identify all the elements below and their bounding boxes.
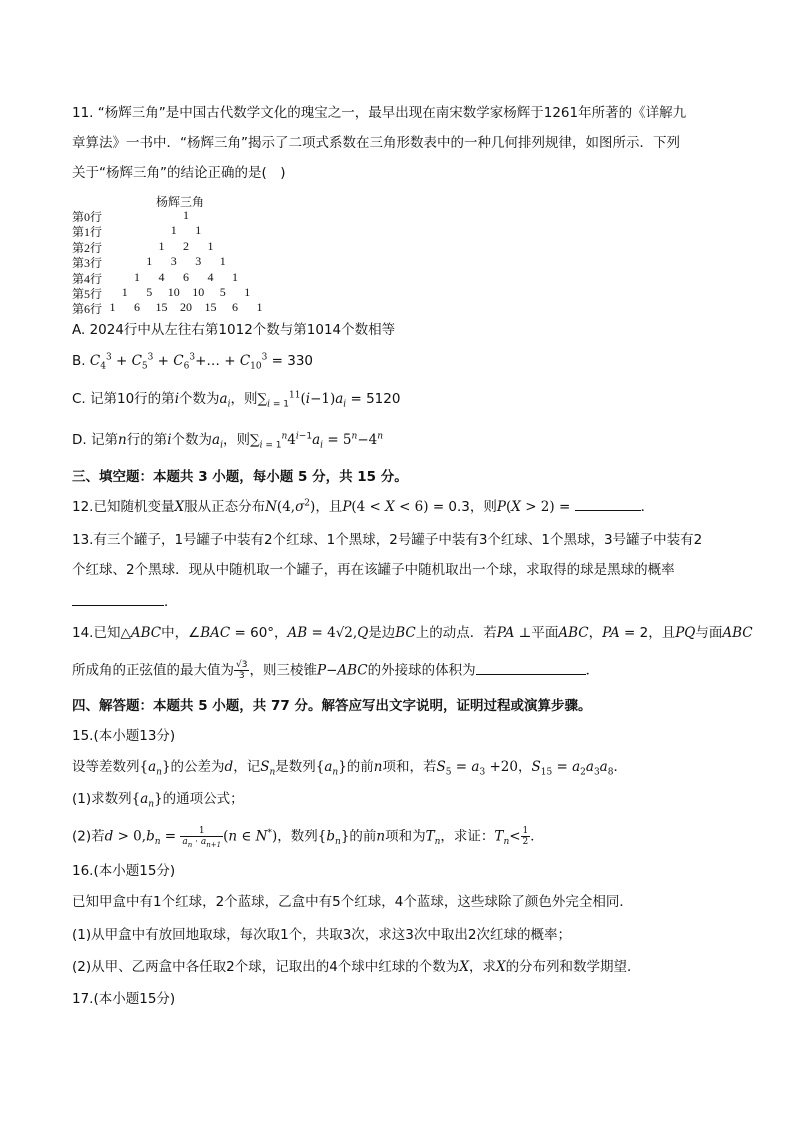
triangle-title: 杨辉三角 — [156, 195, 205, 209]
q15-part-1: (1)求数列$\{a_n\}$的通项公式； — [72, 791, 244, 810]
triangle-row-label-2: 第2行 — [72, 240, 103, 255]
q16-heading: 16.(本小题15分) — [72, 863, 176, 879]
triangle-row-label-0: 第0行 — [72, 210, 103, 224]
triangle-number: 20 — [180, 300, 192, 315]
q15-part-2: (2)若$d > 0,b_n$ = $\frac{1}{a_n \cdot a_{n+1}}$ (n ∈ N*)，数列$\{b_n\}$的前n项和为$T_n$，求证：$T_n<$ $\frac{1}{2}$ ． — [72, 826, 544, 849]
triangle-row-label-1: 第1行 — [72, 225, 103, 240]
half-fraction: $\frac{1}{2}$ — [522, 826, 529, 847]
q11-option-d: D. 记第n行的第i个数为$a_i$，则$\sum_{i = 1}^n4^{i-1}a_i = 5^n-4^n$ — [72, 431, 384, 451]
triangle-number: 1 — [183, 208, 189, 222]
triangle-number: 1 — [146, 254, 153, 269]
triangle-row-label-4: 第4行 — [72, 271, 103, 286]
triangle-number: 1 — [195, 223, 202, 238]
yanghui-triangle-figure — [72, 193, 302, 317]
q11-option-c: C. 记第10行的第i个数为$a_i$，则$\sum_{i = 1}^{11}(i-1)a_i = 5120$ — [72, 390, 401, 410]
q17-heading: 17.(本小题15分) — [72, 991, 176, 1007]
triangle-number: 1 — [244, 285, 251, 299]
triangle-number: 6 — [183, 269, 189, 284]
q13-line-2: 个红球、2个黑球．现从中随机取一个罐子，再在该罐子中随机取出一个球，求取得的球是黑球的概率 — [72, 562, 675, 578]
q15-statement: 设等差数列$\{a_n\}$的公差为d，记$S_n$是数列$\{a_n\}$的前n项和，若$S_5 = a_3 +20$，$S_{15} = a_2a_3a_8$． — [72, 759, 627, 778]
triangle-number: 5 — [219, 285, 226, 299]
triangle-number: 4 — [158, 269, 165, 284]
triangle-row-label-3: 第3行 — [72, 256, 103, 271]
q15-heading: 15.(本小题13分) — [72, 728, 176, 744]
q11-option-a: A. 2024行中从左往右第1012个数与第1014个数相等 — [72, 322, 396, 338]
triangle-number: 6 — [134, 300, 140, 315]
section-3-heading: 三、填空题：本题共 3 小题，每小题 5 分，共 15 分。 — [72, 469, 408, 485]
q14-answer-blank[interactable] — [476, 662, 586, 675]
triangle-number: 1 — [219, 254, 226, 269]
triangle-number: 1 — [121, 285, 128, 299]
q13-answer-blank[interactable] — [72, 593, 164, 606]
triangle-number: 4 — [207, 269, 214, 284]
triangle-row-label-5: 第5行 — [72, 287, 103, 301]
q16-part-1: (1)从甲盒中有放回地取球，每次取1个，共取3次，求这3次中取出2次红球的概率； — [72, 927, 571, 943]
q13-line-1: 13.有三个罐子，1号罐子中装有2个红球、1个黑球，2号罐子中装有3个红球、1个黑球，3号罐子中装有2 — [72, 532, 703, 548]
triangle-number: 15 — [204, 300, 217, 315]
triangle-number: 3 — [170, 254, 177, 269]
triangle-number: 1 — [232, 269, 238, 284]
triangle-number: 6 — [232, 300, 238, 315]
triangle-number: 3 — [195, 254, 202, 269]
q12-text: 12.已知随机变量X服从正态分布$N(4,\sigma^2)$，且P(4 < X < 6) = 0.3，则P(X > 2) = ． — [72, 498, 655, 515]
triangle-number: 5 — [146, 285, 153, 299]
triangle-number: 10 — [167, 285, 180, 299]
section-4-heading: 四、解答题：本题共 5 小题，共 77 分。解答应写出文字说明，证明过程或演算步骤。 — [72, 698, 592, 714]
q11-line-3: 关于“杨辉三角”的结论正确的是( ) — [72, 165, 286, 181]
triangle-number: 1 — [134, 269, 140, 284]
q11-line-2: 章算法》一书中．“杨辉三角”揭示了二项式系数在三角形数表中的一种几何排列规律，如图所示．下列 — [72, 135, 680, 151]
triangle-number: 15 — [155, 300, 168, 315]
q16-statement: 已知甲盒中有1个红球，2个蓝球，乙盒中有5个红球，4个蓝球，这些球除了颜色外完全相同． — [72, 894, 633, 910]
q13-answer-line: ． — [72, 592, 178, 612]
q14-line-1: 14.已知△ABC中，∠BAC = 60°，AB = 4√2,Q是边BC上的动点．若PA ⊥平面ABC，PA = 2，且PQ与面ABC — [72, 625, 753, 641]
triangle-row-label-6: 第6行 — [72, 302, 103, 317]
q11-option-b: B. $C_4^3 + C_5^3$ + $C_6^3+\dots + C_{10}^3 = 330$ — [72, 352, 314, 372]
q11-line-1: 11. “杨辉三角”是中国古代数学文化的瑰宝之一，最早出现在南宋数学家杨辉于1261年所著的《详解九 — [72, 105, 687, 121]
bn-fraction: $\frac{1}{a_n \cdot a_{n+1}}$ — [182, 826, 222, 849]
triangle-number: 1 — [207, 238, 214, 253]
q12-answer-blank[interactable] — [575, 498, 641, 511]
triangle-number: 1 — [158, 238, 165, 253]
q16-part-2: (2)从甲、乙两盒中各任取2个球，记取出的4个球中红球的个数为X，求X的分布列和数学期望． — [72, 959, 641, 975]
triangle-number: 2 — [183, 238, 189, 253]
triangle-number: 10 — [192, 285, 205, 299]
triangle-number: 1 — [256, 300, 263, 315]
triangle-number: 1 — [170, 223, 177, 238]
sqrt3-over-3: $\frac{√3}{3}$ — [236, 660, 248, 681]
triangle-number: 1 — [109, 300, 116, 315]
q14-line-2: 所成角的正弦值的最大值为 $\frac{√3}{3}$ ，则三棱锥P−ABC的外接球的体积为 ． — [72, 660, 600, 681]
